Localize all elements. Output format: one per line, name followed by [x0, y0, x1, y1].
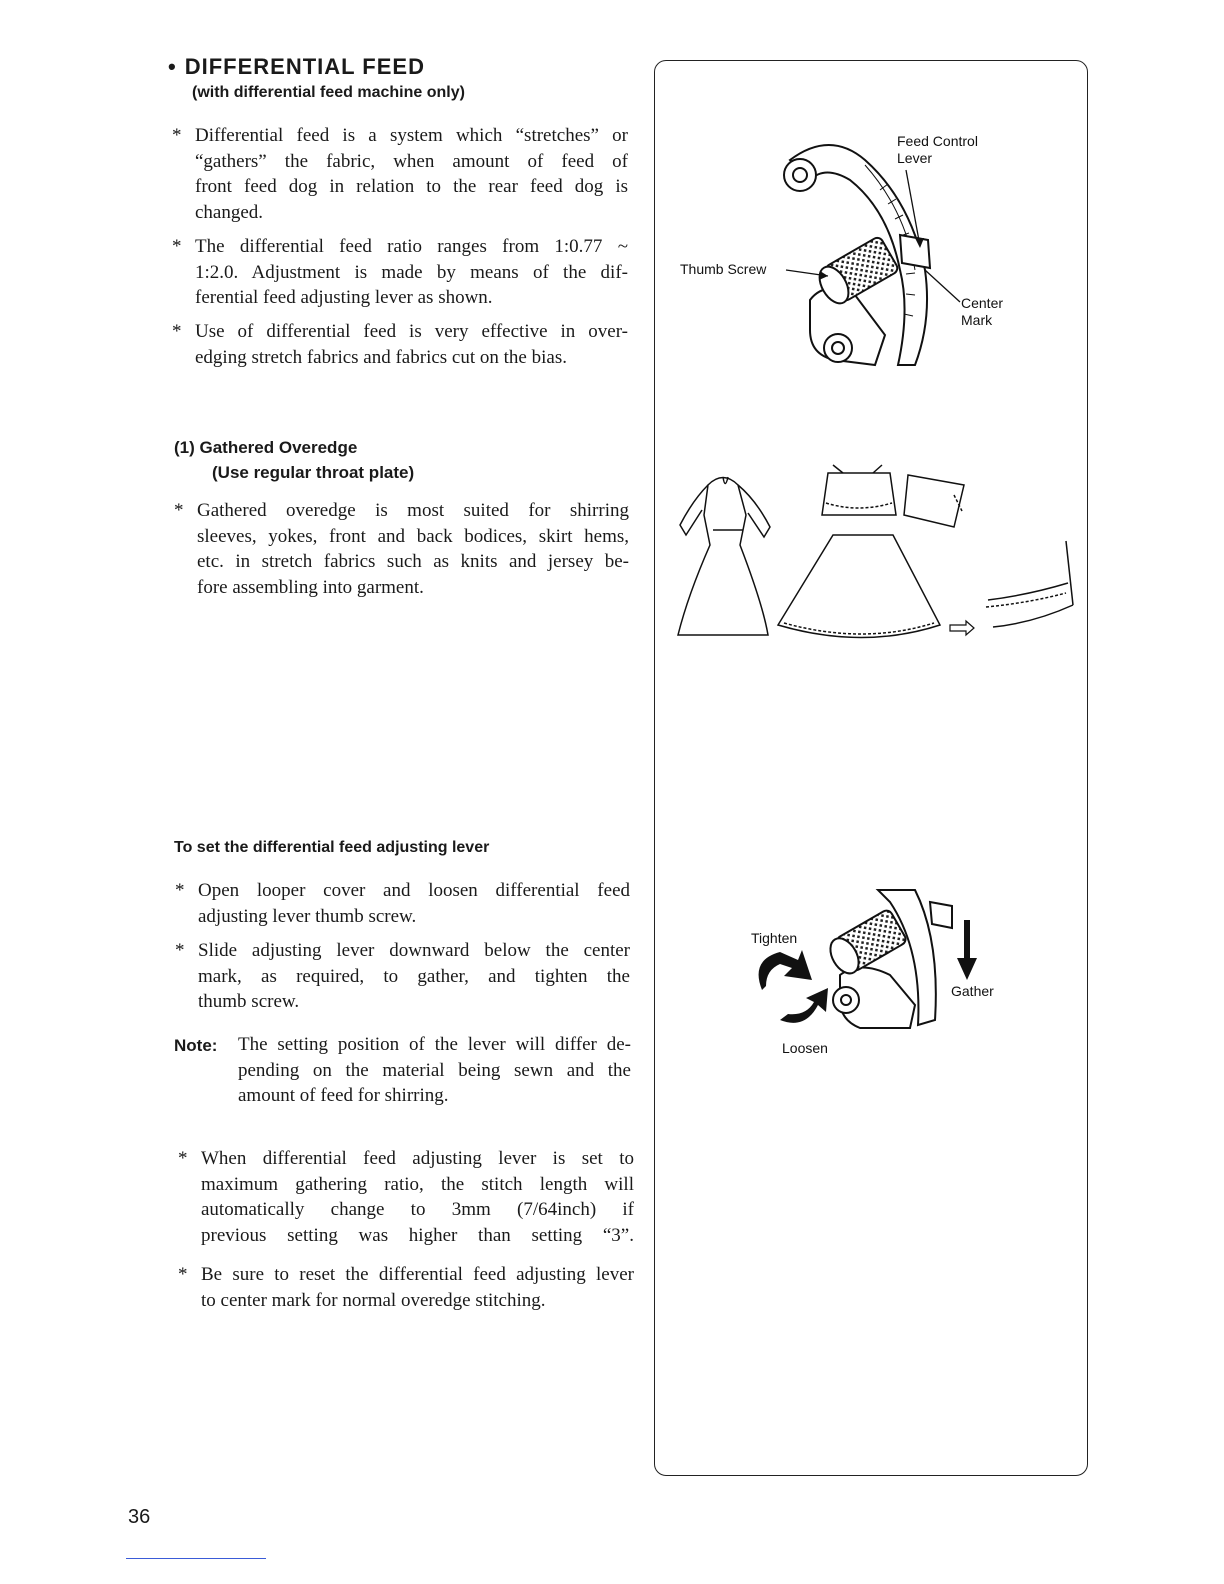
text-line: previous setting was higher than setting “3”.	[201, 1224, 634, 1246]
text-line: The setting position of the lever will differ de-	[238, 1034, 631, 1055]
tighten-arrow-icon	[759, 950, 812, 990]
text-line: Gathered overedge is most suited for shirring	[197, 500, 629, 521]
feed-control-label-2: Lever	[897, 150, 933, 166]
text-line: mark, as required, to gather, and tighten the	[198, 965, 630, 987]
text-line: ferential feed adjusting lever as shown.	[195, 287, 493, 308]
note-text	[238, 1032, 631, 1109]
asterisk-mark: *	[175, 880, 185, 901]
text-line: automatically change to 3mm (7/64inch) if	[201, 1199, 634, 1220]
text-line: edging stretch fabrics and fabrics cut on the bias.	[195, 346, 567, 368]
text-line: Use of differential feed is very effective in over-	[195, 321, 628, 342]
setting-title: To set the differential feed adjusting lever	[174, 839, 490, 856]
gathered-overedge-title: (1) Gathered Overedge	[174, 438, 358, 457]
page-number: 36	[128, 1506, 151, 1528]
text-line: changed.	[195, 201, 264, 223]
text-line: thumb screw.	[198, 991, 300, 1012]
gather-arrow-icon	[957, 920, 977, 980]
text-line: sleeves, yokes, front and back bodices, skirt hems,	[197, 525, 629, 547]
text-line: “gathers” the fabric, when amount of feed of	[195, 150, 628, 172]
section-title	[168, 54, 425, 80]
text-line: Slide adjusting lever downward below the center	[198, 940, 630, 961]
feed-control-label: Feed Control	[897, 133, 978, 149]
loosen-arrow-icon	[780, 988, 828, 1023]
text-line: etc. in stretch fabrics such as knits and jersey be-	[197, 551, 629, 572]
final-item-2	[178, 1262, 634, 1313]
tighten-label: Tighten	[751, 930, 798, 946]
asterisk-mark: *	[172, 236, 182, 257]
setting-item-1	[175, 878, 630, 929]
gather-label: Gather	[951, 983, 994, 999]
center-mark-label: Center	[961, 295, 1004, 311]
text-line: to center mark for normal overedge stitching.	[201, 1289, 546, 1311]
text-line: fore assembling into garment.	[197, 576, 424, 598]
loosen-label: Loosen	[782, 1040, 828, 1056]
text-line: Differential feed is a system which “stretches” or	[195, 125, 628, 146]
text-line: When differential feed adjusting lever is set to	[201, 1148, 634, 1169]
note-label: Note:	[174, 1036, 218, 1055]
section-subtitle: (with differential feed machine only)	[192, 84, 465, 101]
intro-item-2	[172, 234, 628, 311]
arrow-right-icon	[950, 621, 974, 635]
text-line: maximum gathering ratio, the stitch length will	[201, 1173, 634, 1195]
asterisk-mark: *	[172, 321, 182, 342]
asterisk-mark: *	[174, 500, 184, 521]
thumb-screw-label: Thumb Screw	[680, 261, 767, 277]
setting-item-2	[175, 938, 630, 1015]
final-item-1	[178, 1146, 634, 1248]
footer-rule	[126, 1558, 266, 1559]
center-mark-label-2: Mark	[961, 312, 993, 328]
tighten-loosen-illustration	[740, 880, 1040, 1070]
asterisk-mark: *	[178, 1264, 188, 1285]
intro-item-3	[172, 319, 628, 370]
text-line: Be sure to reset the differential feed adjusting lever	[201, 1264, 634, 1285]
asterisk-mark: *	[175, 940, 185, 961]
section-title-text: DIFFERENTIAL FEED	[184, 54, 425, 79]
bullet-mark: •	[168, 54, 177, 79]
text-line: adjusting lever thumb screw.	[198, 905, 417, 927]
gathered-garment-illustration	[668, 455, 1078, 665]
feed-lever-illustration	[660, 120, 1080, 380]
gathered-item	[174, 498, 629, 600]
intro-item-1	[172, 123, 628, 225]
text-line: front feed dog in relation to the rear feed dog is	[195, 176, 628, 197]
text-line: 1:2.0. Adjustment is made by means of the dif-	[195, 261, 628, 283]
text-line: Open looper cover and loosen differential feed	[198, 880, 630, 901]
asterisk-mark: *	[178, 1148, 188, 1169]
text-line: amount of feed for shirring.	[238, 1085, 449, 1106]
asterisk-mark: *	[172, 125, 182, 146]
center-mark-leader	[925, 270, 960, 302]
text-line: The differential feed ratio ranges from 1:0.77 ~	[195, 236, 628, 257]
gathered-overedge-subtitle: (Use regular throat plate)	[212, 463, 415, 482]
text-line: pending on the material being sewn and the	[238, 1059, 631, 1081]
